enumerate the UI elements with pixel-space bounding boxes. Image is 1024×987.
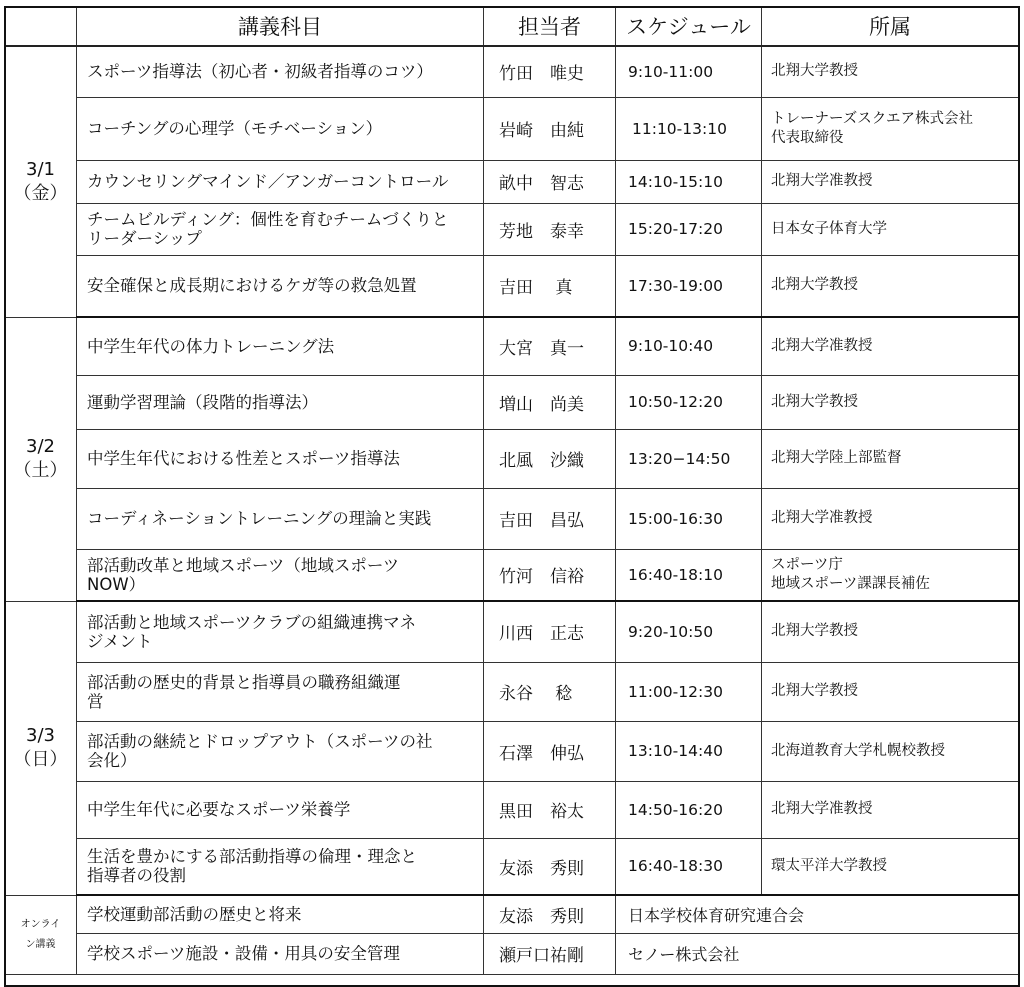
lecturer-cell: 友添 秀則 bbox=[484, 838, 616, 895]
time-cell: 13:10-14:40 bbox=[616, 721, 762, 781]
subject-cell: 生活を豊かにする部活動指導の倫理・理念と 指導者の役割 bbox=[77, 838, 484, 895]
subject-cell: 部活動の歴史的背景と指導員の職務組織運 営 bbox=[77, 662, 484, 721]
table-row bbox=[5, 838, 1019, 895]
affiliation-cell: スポーツ庁 地域スポーツ課課長補佐 bbox=[762, 549, 1019, 601]
subject-cell: コーチングの心理学（モチベーション） bbox=[77, 97, 484, 160]
subject-cell: 中学生年代の体力トレーニング法 bbox=[77, 317, 484, 375]
subject-cell: コーディネーショントレーニングの理論と実践 bbox=[77, 488, 484, 549]
time-cell: 11:10-13:10 bbox=[616, 97, 762, 160]
table-row bbox=[5, 375, 1019, 429]
subject-cell: 安全確保と成長期におけるケガ等の救急処置 bbox=[77, 255, 484, 317]
affiliation-cell: 北翔大学教授 bbox=[762, 46, 1019, 97]
lecturer-cell: 友添 秀則 bbox=[484, 895, 616, 933]
header-lecturer: 担当者 bbox=[484, 7, 616, 47]
affiliation-cell: 北翔大学教授 bbox=[762, 375, 1019, 429]
lecturer-cell: 竹河 信裕 bbox=[484, 549, 616, 601]
subject-cell: 学校運動部活動の歴史と将来 bbox=[77, 895, 484, 933]
subject-cell: 運動学習理論（段階的指導法） bbox=[77, 375, 484, 429]
time-cell: 15:20-17:20 bbox=[616, 203, 762, 255]
table-row bbox=[5, 255, 1019, 317]
online-lecture-label: オンライ ン講義 bbox=[5, 895, 77, 974]
subject-cell: カウンセリングマインド／アンガーコントロール bbox=[77, 160, 484, 203]
lecturer-cell: 吉田 真 bbox=[484, 255, 616, 317]
affiliation-cell: 北海道教育大学札幌校教授 bbox=[762, 721, 1019, 781]
affiliation-cell: 北翔大学陸上部監督 bbox=[762, 429, 1019, 488]
table-row bbox=[5, 549, 1019, 601]
table-row bbox=[5, 317, 1019, 375]
lecturer-cell: 竹田 唯史 bbox=[484, 46, 616, 97]
time-cell: 11:00-12:30 bbox=[616, 662, 762, 721]
subject-cell: スポーツ指導法（初心者・初級者指導のコツ） bbox=[77, 46, 484, 97]
time-cell: 9:10-10:40 bbox=[616, 317, 762, 375]
lecture-schedule-table bbox=[4, 6, 1019, 975]
day-label-3-3: 3/3 （日） bbox=[5, 601, 77, 895]
table-row bbox=[5, 721, 1019, 781]
lecturer-cell: 黒田 裕太 bbox=[484, 781, 616, 838]
table-row bbox=[5, 429, 1019, 488]
table-row bbox=[5, 662, 1019, 721]
organization-cell: セノー株式会社 bbox=[616, 933, 1019, 974]
subject-cell: 学校スポーツ施設・設備・用具の安全管理 bbox=[77, 933, 484, 974]
table-row bbox=[5, 160, 1019, 203]
time-cell: 16:40-18:30 bbox=[616, 838, 762, 895]
subject-cell: 中学生年代に必要なスポーツ栄養学 bbox=[77, 781, 484, 838]
affiliation-cell: 北翔大学教授 bbox=[762, 601, 1019, 662]
header-row bbox=[5, 7, 1019, 47]
affiliation-cell: 環太平洋大学教授 bbox=[762, 838, 1019, 895]
lecturer-cell: 吉田 昌弘 bbox=[484, 488, 616, 549]
affiliation-cell: 日本女子体育大学 bbox=[762, 203, 1019, 255]
subject-cell: チームビルディング：個性を育むチームづくりと リーダーシップ bbox=[77, 203, 484, 255]
table-row bbox=[5, 781, 1019, 838]
lecturer-cell: 北風 沙織 bbox=[484, 429, 616, 488]
subject-cell: 中学生年代における性差とスポーツ指導法 bbox=[77, 429, 484, 488]
lecturer-cell: 石澤 伸弘 bbox=[484, 721, 616, 781]
table-row bbox=[5, 895, 1019, 933]
lecturer-cell: 畝中 智志 bbox=[484, 160, 616, 203]
lecturer-cell: 大宮 真一 bbox=[484, 317, 616, 375]
header-day bbox=[5, 7, 77, 47]
time-cell: 14:10-15:10 bbox=[616, 160, 762, 203]
header-affiliation: 所属 bbox=[762, 7, 1019, 47]
table-row bbox=[5, 488, 1019, 549]
time-cell: 14:50-16:20 bbox=[616, 781, 762, 838]
organization-cell: 日本学校体育研究連合会 bbox=[616, 895, 1019, 933]
table-row bbox=[5, 46, 1019, 97]
affiliation-cell: 北翔大学准教授 bbox=[762, 781, 1019, 838]
lecturer-cell: 瀬戸口祐剛 bbox=[484, 933, 616, 974]
affiliation-cell: トレーナーズスクエア株式会社 代表取締役 bbox=[762, 97, 1019, 160]
time-cell: 16:40-18:10 bbox=[616, 549, 762, 601]
time-cell: 15:00-16:30 bbox=[616, 488, 762, 549]
subject-cell: 部活動と地域スポーツクラブの組織連携マネ ジメント bbox=[77, 601, 484, 662]
header-subject: 講義科目 bbox=[77, 7, 484, 47]
header-schedule: スケジュール bbox=[616, 7, 762, 47]
affiliation-cell: 北翔大学准教授 bbox=[762, 317, 1019, 375]
time-cell: 9:10-11:00 bbox=[616, 46, 762, 97]
day-label-3-2: 3/2 （土） bbox=[5, 317, 77, 601]
affiliation-cell: 北翔大学准教授 bbox=[762, 488, 1019, 549]
lecturer-cell: 増山 尚美 bbox=[484, 375, 616, 429]
affiliation-cell: 北翔大学教授 bbox=[762, 255, 1019, 317]
table-row bbox=[5, 933, 1019, 974]
lecturer-cell: 芳地 泰幸 bbox=[484, 203, 616, 255]
time-cell: 10:50-12:20 bbox=[616, 375, 762, 429]
table-row bbox=[5, 97, 1019, 160]
lecturer-cell: 川西 正志 bbox=[484, 601, 616, 662]
subject-cell: 部活動改革と地域スポーツ（地域スポーツ NOW） bbox=[77, 549, 484, 601]
lecturer-cell: 岩崎 由純 bbox=[484, 97, 616, 160]
table-row bbox=[5, 203, 1019, 255]
table-row bbox=[5, 601, 1019, 662]
day-label-3-1: 3/1 （金） bbox=[5, 46, 77, 317]
affiliation-cell: 北翔大学教授 bbox=[762, 662, 1019, 721]
time-cell: 9:20-10:50 bbox=[616, 601, 762, 662]
subject-cell: 部活動の継続とドロップアウト（スポーツの社 会化） bbox=[77, 721, 484, 781]
time-cell: 13:20−14:50 bbox=[616, 429, 762, 488]
affiliation-cell: 北翔大学准教授 bbox=[762, 160, 1019, 203]
lecturer-cell: 永谷 稔 bbox=[484, 662, 616, 721]
time-cell: 17:30-19:00 bbox=[616, 255, 762, 317]
